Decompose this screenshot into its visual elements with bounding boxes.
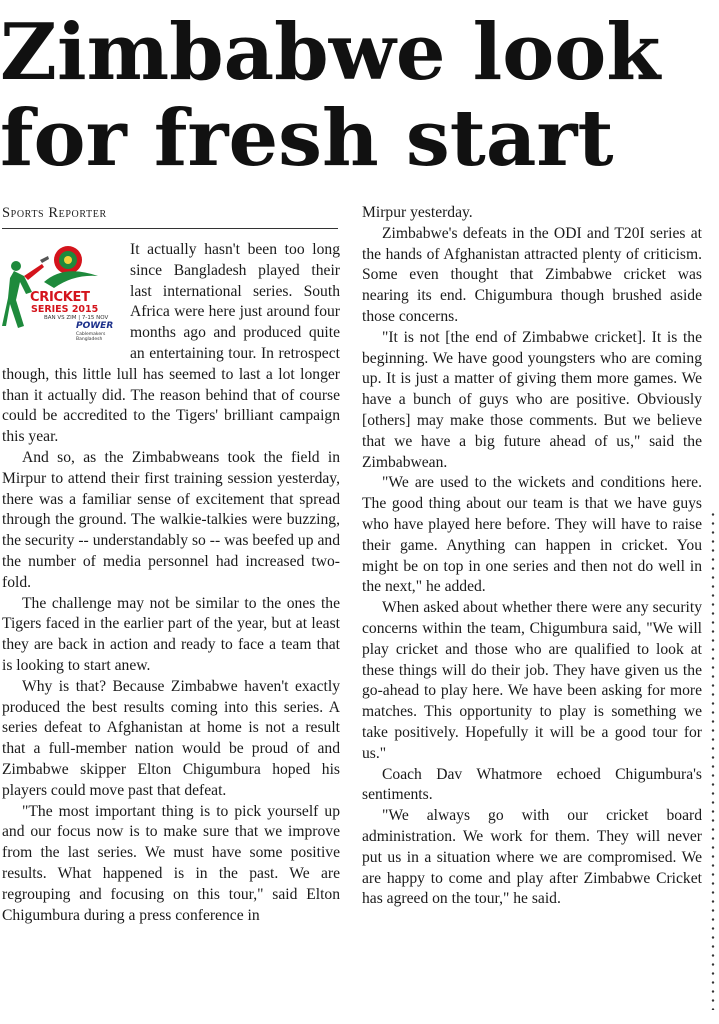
logo-subtitle: SERIES 2015 — [31, 304, 99, 315]
paragraph: "We are used to the wickets and conditions here. The good thing about our team is that we have guys who have played here before. They will have to raise their game. Anything can happen in cricket. You might be on top in one series and then not do well in the next," he added. — [362, 474, 702, 596]
dotted-column-rule — [711, 510, 715, 1010]
paragraph: And so, as the Zimbabweans took the field in Mirpur to attend their first training session yesterday, there was a familiar sense of excitement that spread through the ground. The walkie-talkies were buzzing, the security -- understandably so -- was beefed up and the number of media personnel had increased two-fold. — [2, 448, 340, 591]
paragraph: Coach Dav Whatmore echoed Chigumbura's sentiments. — [362, 765, 702, 804]
logo-dates: BAN VS ZIM | 7-15 NOV — [44, 315, 109, 321]
paragraph: Zimbabwe's defeats in the ODI and T20I series at the hands of Afghanistan attracted plenty of criticism. Some even thought that Zimbabwe cricket was nearing its end. Chigumbura though brushed aside those concerns. — [362, 224, 702, 325]
logo-title: CRICKET — [30, 290, 90, 305]
paragraph: The challenge may not be similar to the ones the Tigers faced in the earlier part of the year, but at least they are back in action and ready to face a team that is looking to start anew. — [2, 594, 340, 674]
headline — [0, 7, 719, 184]
headline-line-1: Zimbabwe look — [0, 7, 661, 98]
byline: Sports Reporter — [2, 205, 107, 221]
paragraph: Why is that? Because Zimbabwe haven't exactly produced the best results coming into this series. A series defeat to Afghanistan at home is not a result that a full-member nation would be proud of and Zimbabwe skipper Elton Chigumbura hoped his players could move past that defeat. — [2, 677, 340, 799]
article-column-right — [362, 203, 702, 910]
paragraph: "It is not [the end of Zimbabwe cricket]. It is the beginning. We have good youngsters who are coming up. It is just a matter of giving them more games. We have a bunch of guys who are positive. Obviously [others] may make those comments. But we believe that we have a big future ahead of us," said the Zimbabwean. — [362, 328, 702, 471]
logo-sponsor-sub: Cablemakers Bangladesh — [76, 332, 106, 342]
article-column-left — [2, 240, 340, 926]
paragraph: When asked about whether there were any security concerns within the team, Chigumbura said, "We will play cricket and those who are qualified to look at these things will do their job. They have given us the go-ahead to play here. We have been asking for more matches. This opportunity to play is something we take positively. Hopefully it will be a good tour for us." — [362, 599, 702, 762]
headline-line-2: for fresh start — [0, 93, 614, 184]
paragraph: "We always go with our cricket board administration. We work for them. They will never put us in a situation where we are compromised. We are happy to come and play after Zimbabwe Cricket has agreed on the tour," he said. — [362, 807, 702, 908]
paragraph: It actually hasn't been too long since Bangladesh played their last international series. South Africa were here just around four months ago and produced quite an entertaining tour. In retrospect though, this little lull has seemed to last a lot longer than it actually did. The reason behind that of course could be accredited to the Tigers' brilliant campaign this year. — [2, 241, 340, 446]
series-logo — [2, 242, 120, 342]
byline-rule — [2, 228, 338, 229]
paragraph: "The most important thing is to pick yourself up and our focus now is to make sure that we improve from the last series. We must have some positive results. What happened is in the past. We are regrouping and focusing on this tour," said Elton Chigumbura during a press conference in — [2, 802, 340, 924]
paragraph-continuation: Mirpur yesterday. — [362, 204, 473, 221]
logo-sponsor: POWER — [76, 321, 114, 331]
